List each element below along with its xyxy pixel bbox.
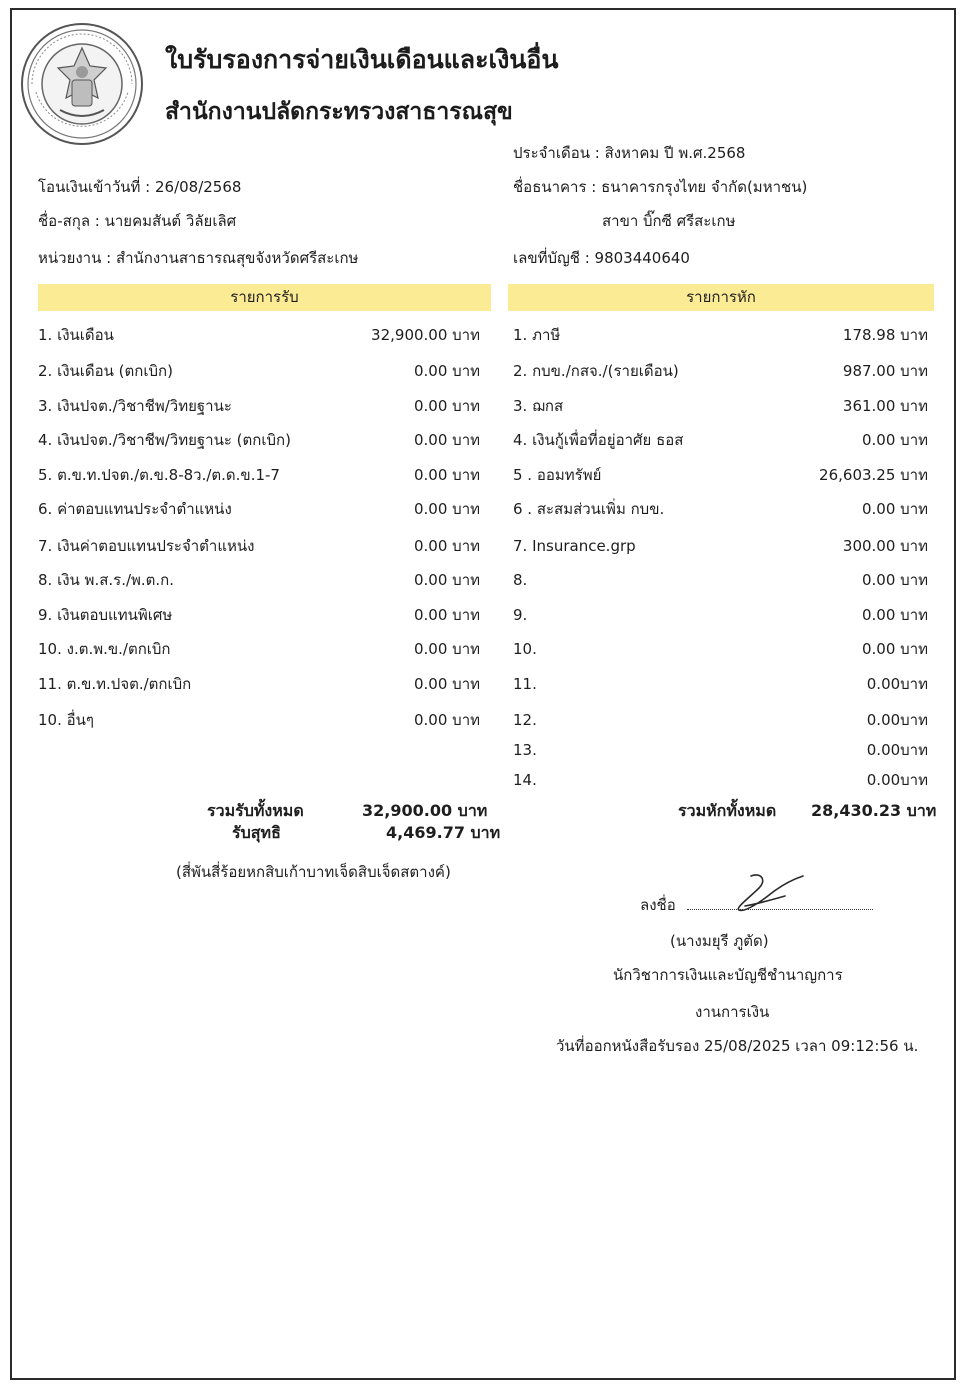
deduction-label: 11.	[513, 675, 537, 693]
income-row	[38, 534, 480, 558]
signer-position: นักวิชาการเงินและบัญชีชำนาญการ	[613, 966, 843, 984]
income-label: 9. เงินตอบแทนพิเศษ	[38, 606, 173, 624]
income-label: 6. ค่าตอบแทนประจำตำแหน่ง	[38, 500, 232, 518]
deduction-label: 1. ภาษี	[513, 326, 561, 344]
account-number: เลขที่บัญชี : 9803440640	[513, 249, 690, 267]
income-label: 4. เงินปจต./วิชาชีพ/วิทยฐานะ (ตกเบิก)	[38, 431, 291, 449]
deduction-row	[513, 637, 928, 661]
bank-branch: สาขา บิ๊กซี ศรีสะเกษ	[602, 212, 736, 230]
deduction-header: รายการหัก	[508, 284, 934, 311]
deduction-amount: 0.00 บาท	[862, 606, 928, 624]
income-row	[38, 603, 480, 627]
income-row	[38, 428, 480, 452]
deduction-row	[513, 534, 928, 558]
transfer-date: โอนเงินเข้าวันที่ : 26/08/2568	[38, 178, 242, 196]
deduction-amount: 0.00 บาท	[862, 571, 928, 589]
deduction-amount: 0.00บาท	[866, 675, 928, 693]
deduction-amount: 0.00บาท	[866, 741, 928, 759]
income-amount: 0.00 บาท	[414, 675, 480, 693]
deduction-amount: 300.00 บาท	[842, 537, 928, 555]
document-subtitle: สำนักงานปลัดกระทรวงสาธารณสุข	[165, 99, 513, 125]
income-row	[38, 394, 480, 418]
deduction-amount: 361.00 บาท	[842, 397, 928, 415]
sign-label: ลงชื่อ	[640, 896, 676, 914]
deduction-row	[513, 497, 928, 521]
deduction-row	[513, 672, 928, 696]
deduction-label: 4. เงินกู้เพื่อที่อยู่อาศัย ธอส	[513, 431, 684, 449]
deduction-row	[513, 708, 928, 732]
deduction-amount: 0.00บาท	[866, 711, 928, 729]
signer-department: งานการเงิน	[695, 1003, 770, 1021]
deduction-row	[513, 768, 928, 792]
deduction-label: 9.	[513, 606, 528, 624]
deduction-row	[513, 394, 928, 418]
deduction-label: 3. ฌกส	[513, 397, 564, 415]
deduction-row	[513, 568, 928, 592]
deduction-row	[513, 428, 928, 452]
deduction-amount: 0.00 บาท	[862, 500, 928, 518]
deduction-amount: 0.00 บาท	[862, 640, 928, 658]
income-amount: 0.00 บาท	[414, 431, 480, 449]
deduction-label: 10.	[513, 640, 537, 658]
deduction-amount: 987.00 บาท	[842, 362, 928, 380]
deduction-label: 12.	[513, 711, 537, 729]
work-unit: หน่วยงาน : สำนักงานสาธารณสุขจังหวัดศรีสะเกษ	[38, 249, 359, 267]
bank-name: ชื่อธนาคาร : ธนาคารกรุงไทย จำกัด(มหาชน)	[513, 178, 808, 196]
deduction-label: 7. Insurance.grp	[513, 537, 636, 555]
pay-month: ประจำเดือน : สิงหาคม ปี พ.ศ.2568	[513, 144, 746, 162]
deduction-label: 14.	[513, 771, 537, 789]
deduction-label: 8.	[513, 571, 528, 589]
deduction-row	[513, 463, 928, 487]
income-row	[38, 637, 480, 661]
income-row	[38, 672, 480, 696]
income-total-value: 32,900.00 บาท	[362, 801, 488, 820]
income-amount: 0.00 บาท	[414, 711, 480, 729]
income-row	[38, 568, 480, 592]
deduction-label: 6 . สะสมส่วนเพิ่ม กบข.	[513, 500, 665, 518]
deduction-amount: 0.00 บาท	[862, 431, 928, 449]
deduction-row	[513, 603, 928, 627]
deduction-amount: 0.00บาท	[866, 771, 928, 789]
income-total-label: รวมรับทั้งหมด	[207, 801, 304, 820]
income-row	[38, 463, 480, 487]
income-amount: 0.00 บาท	[414, 362, 480, 380]
income-label: 10. อื่นๆ	[38, 711, 94, 729]
income-amount: 0.00 บาท	[414, 397, 480, 415]
income-row	[38, 497, 480, 521]
deduction-total-label: รวมหักทั้งหมด	[678, 801, 777, 820]
income-amount: 0.00 บาท	[414, 500, 480, 518]
net-pay-label: รับสุทธิ	[232, 823, 281, 842]
deduction-total-value: 28,430.23 บาท	[811, 801, 937, 820]
income-row	[38, 359, 480, 383]
signer-name: (นางมยุรี ภูตัด)	[670, 932, 769, 950]
income-amount: 0.00 บาท	[414, 571, 480, 589]
net-pay-words: (สี่พันสี่ร้อยหกสิบเก้าบาทเจ็ดสิบเจ็ดสตางค์)	[176, 863, 451, 881]
deduction-row	[513, 738, 928, 762]
income-header: รายการรับ	[38, 284, 491, 311]
income-label: 5. ต.ข.ท.ปจต./ต.ข.8-8ว./ต.ด.ข.1-7	[38, 466, 280, 484]
employee-name: ชื่อ-สกุล : นายคมสันต์ วิลัยเลิศ	[38, 212, 237, 230]
income-label: 3. เงินปจต./วิชาชีพ/วิทยฐานะ	[38, 397, 232, 415]
income-amount: 0.00 บาท	[414, 606, 480, 624]
income-amount: 0.00 บาท	[414, 537, 480, 555]
deduction-row	[513, 359, 928, 383]
income-label: 2. เงินเดือน (ตกเบิก)	[38, 362, 173, 380]
deduction-label: 5 . ออมทรัพย์	[513, 466, 602, 484]
ministry-seal-logo	[20, 22, 144, 146]
income-amount: 32,900.00 บาท	[371, 326, 480, 344]
income-row	[38, 323, 480, 347]
income-amount: 0.00 บาท	[414, 466, 480, 484]
income-label: 11. ต.ข.ท.ปจต./ตกเบิก	[38, 675, 192, 693]
deduction-row	[513, 323, 928, 347]
deduction-label: 13.	[513, 741, 537, 759]
deduction-label: 2. กบข./กสจ./(รายเดือน)	[513, 362, 679, 380]
deduction-amount: 26,603.25 บาท	[819, 466, 928, 484]
income-amount: 0.00 บาท	[414, 640, 480, 658]
income-label: 10. ง.ต.พ.ข./ตกเบิก	[38, 640, 171, 658]
deduction-amount: 178.98 บาท	[842, 326, 928, 344]
net-pay-value: 4,469.77 บาท	[386, 823, 501, 842]
issued-timestamp: วันที่ออกหนังสือรับรอง 25/08/2025 เวลา 09:12:56 น.	[556, 1037, 919, 1055]
document-title: ใบรับรองการจ่ายเงินเดือนและเงินอื่น	[165, 45, 559, 74]
handwritten-signature	[727, 870, 807, 915]
income-label: 1. เงินเดือน	[38, 326, 114, 344]
income-row	[38, 708, 480, 732]
income-label: 8. เงิน พ.ส.ร./พ.ต.ก.	[38, 571, 175, 589]
income-label: 7. เงินค่าตอบแทนประจำตำแหน่ง	[38, 537, 255, 555]
